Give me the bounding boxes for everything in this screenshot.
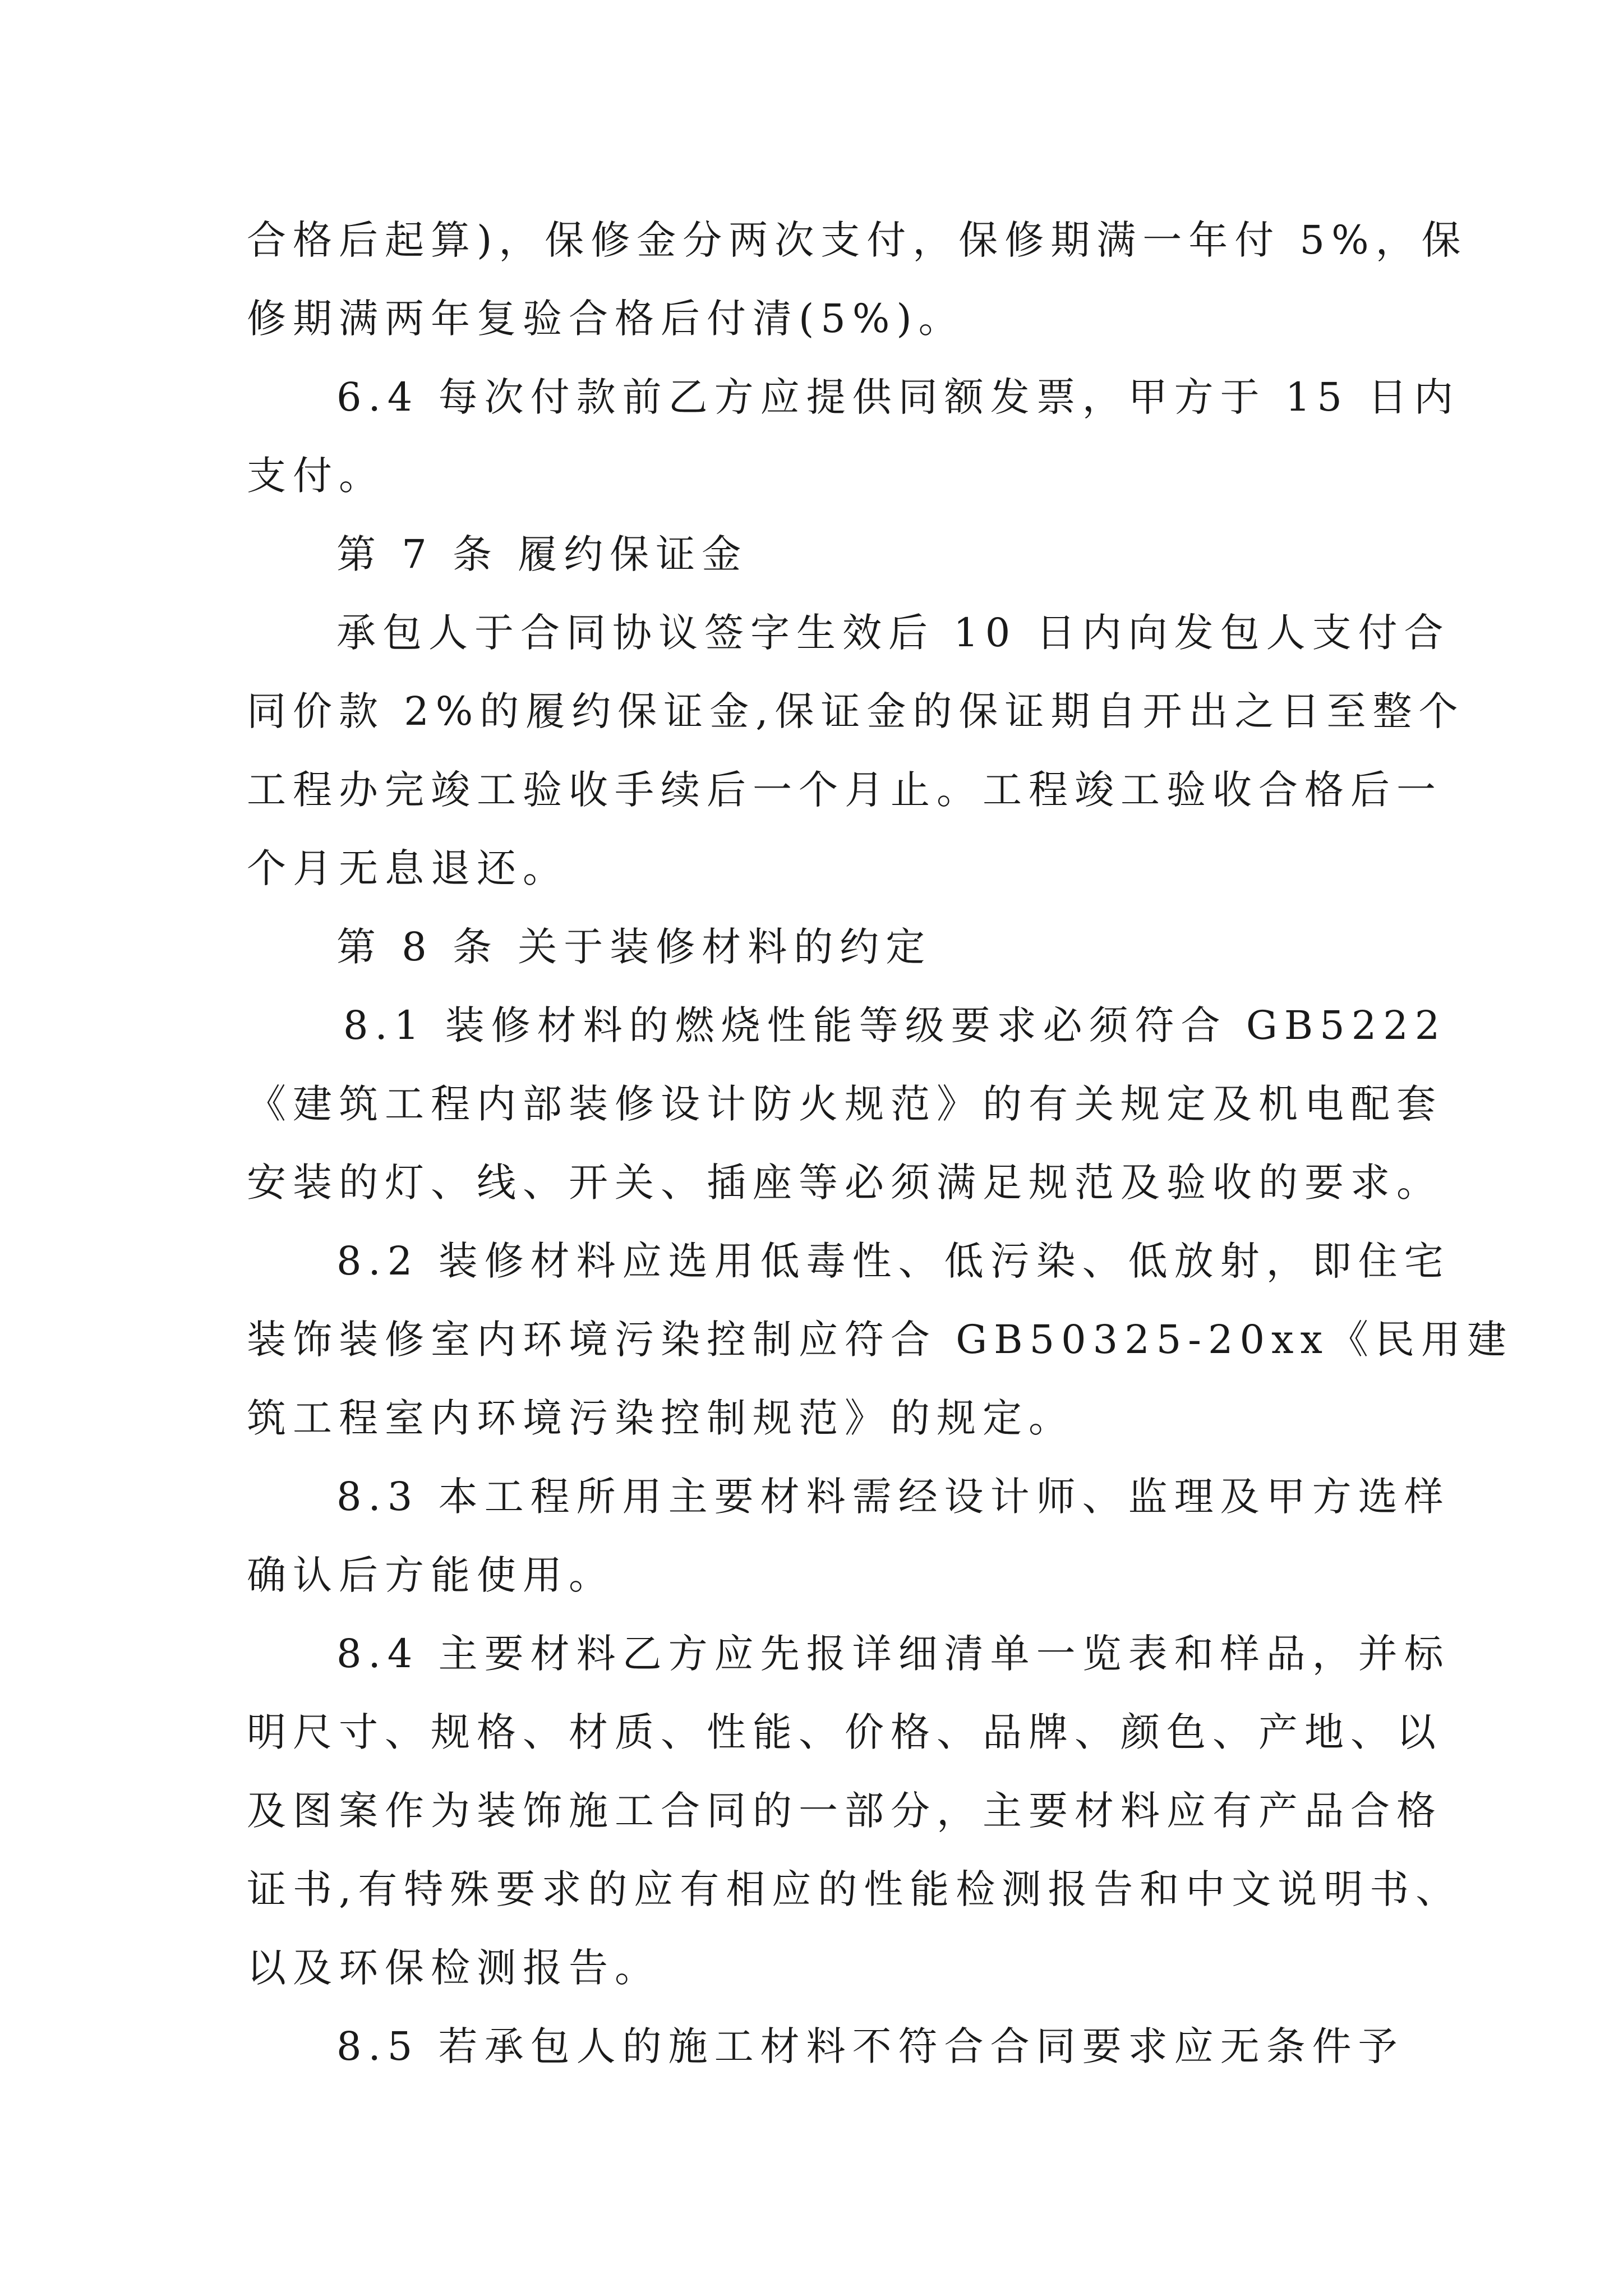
text-line: 8.5 若承包人的施工材料不符合合同要求应无条件予: [336, 2023, 1404, 2069]
text-line: 安装的灯、线、开关、插座等必须满足规范及验收的要求。: [247, 1159, 1442, 1205]
text-line: 筑工程室内环境污染控制规范》的规定。: [247, 1395, 1075, 1441]
text-line: 证书,有特殊要求的应有相应的性能检测报告和中文说明书、: [247, 1866, 1462, 1912]
text-line: 个月无息退还。: [247, 845, 569, 891]
text-line: 8.2 装修材料应选用低毒性、低污染、低放射，即住宅: [336, 1238, 1450, 1284]
text-line: 8.4 主要材料乙方应先报详细清单一览表和样品，并标: [336, 1631, 1450, 1677]
text-line: 合格后起算)，保修金分两次支付，保修期满一年付 5%，保: [247, 217, 1468, 263]
text-line: 明尺寸、规格、材质、性能、价格、品牌、颜色、产地、以: [247, 1709, 1442, 1755]
text-line: 承包人于合同协议签字生效后 10 日内向发包人支付合: [336, 610, 1450, 656]
text-line: 工程办完竣工验收手续后一个月止。工程竣工验收合格后一: [247, 767, 1442, 813]
text-line: 以及环保检测报告。: [247, 1945, 661, 1991]
text-line: 支付。: [247, 453, 385, 499]
text-line: 6.4 每次付款前乙方应提供同额发票，甲方于 15 日内: [336, 374, 1460, 420]
text-line: 同价款 2%的履约保证金,保证金的保证期自开出之日至整个: [247, 688, 1465, 734]
text-line: 《建筑工程内部装修设计防火规范》的有关规定及机电配套: [247, 1081, 1442, 1127]
text-line: 及图案作为装饰施工合同的一部分，主要材料应有产品合格: [247, 1788, 1442, 1834]
text-line: 确认后方能使用。: [247, 1552, 615, 1598]
text-line: 修期满两年复验合格后付清(5%)。: [247, 296, 965, 342]
text-line: 8.3 本工程所用主要材料需经设计师、监理及甲方选样: [336, 1474, 1450, 1520]
text-line: 8.1 装修材料的燃烧性能等级要求必须符合 GB5222: [343, 1002, 1447, 1048]
text-line: 装饰装修室内环境污染控制应符合 GB50325-20xx《民用建: [247, 1317, 1513, 1363]
section-heading: 第 8 条 关于装修材料的约定: [336, 924, 932, 970]
section-heading: 第 7 条 履约保证金: [336, 531, 748, 577]
